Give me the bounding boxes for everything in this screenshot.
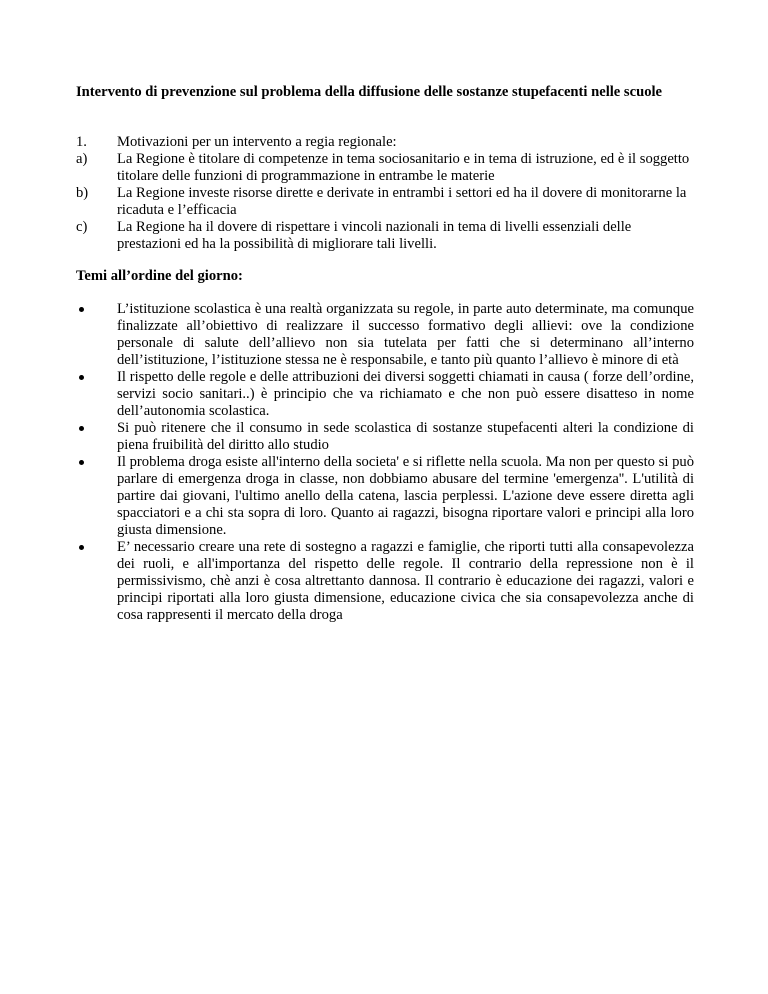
agenda-topic-text: L’istituzione scolastica è una realtà organizzata su regole, in parte auto determinate, ma comunque finalizzate all’obiettivo di realizzare il successo formativo degli allievi: ove la condizione personale di salute dell’allievo non sia tutelata per fatti che si determinano all’interno dell’istituzione, l’istituzione stessa ne è responsabile, e tanto più quanto l’allievo è minore di età [117,301,694,368]
bullet-icon [79,307,84,312]
motivations-list [76,134,694,253]
agenda-topic-item [76,301,694,369]
document-title: Intervento di prevenzione sul problema della diffusione delle sostanze stupefacenti nelle scuole [76,84,663,100]
agenda-heading: Temi all’ordine del giorno: [76,268,243,284]
agenda-topic-item [76,539,694,624]
motivation-item [76,151,694,185]
motivation-item [76,185,694,219]
list-marker: a) [76,151,88,167]
agenda-topic-text: E’ necessario creare una rete di sostegno a ragazzi e famiglie, che riporti tutti alla consapevolezza dei ruoli, e all'importanza del rispetto delle regole. Il contrario della repressione non è il permissivismo, chè anzi è cosa altrettanto dannosa. Il contrario è educazione dei ragazzi, valori e principi riportati alla loro giusta dimensione, educazione civica che sia consapevolezza anche di cosa rappresenti il mercato della droga [117,539,694,623]
motivation-text: Motivazioni per un intervento a regia regionale: [117,134,397,150]
document-page [76,84,694,624]
list-marker: b) [76,185,89,201]
list-marker: 1. [76,134,87,150]
bullet-icon [79,545,84,550]
agenda-topic-text: Il rispetto delle regole e delle attribuzioni dei diversi soggetti chiamati in causa ( forze dell’ordine, servizi socio sanitari..) è principio che va richiamato e che non può essere disatteso in nome dell’autonomia scolastica. [117,369,694,419]
agenda-topics-list [76,301,694,624]
motivation-item [76,219,694,253]
agenda-topic-text: Il problema droga esiste all'interno della societa' e si riflette nella scuola. Ma non per questo si può parlare di emergenza droga in classe, non dobbiamo abusare del termine 'emergenza''. L'utilità di partire dai giovani, l'ultimo anello della catena, lascia perplessi. L'azione deve essere diretta agli spacciatori e a chi sta sopra di loro. Quanto ai ragazzi, bisogna riportare valori e principi alla loro giusta dimensione. [117,454,694,538]
bullet-icon [79,460,84,465]
agenda-topic-item [76,454,694,539]
motivation-text: La Regione è titolare di competenze in tema sociosanitario e in tema di istruzione, ed è il soggetto titolare delle funzioni di programmazione in entrambe le materie [117,151,690,184]
agenda-topic-item [76,369,694,420]
list-marker: c) [76,219,88,235]
agenda-topic-item [76,420,694,454]
motivation-text: La Regione ha il dovere di rispettare i vincoli nazionali in tema di livelli essenziali delle prestazioni ed ha la possibilità di migliorare tali livelli. [117,219,632,252]
bullet-icon [79,426,84,431]
motivation-text: La Regione investe risorse dirette e derivate in entrambi i settori ed ha il dovere di monitorarne la ricaduta e l’efficacia [117,185,687,218]
motivation-item [76,134,694,151]
agenda-topic-text: Si può ritenere che il consumo in sede scolastica di sostanze stupefacenti alteri la condizione di piena fruibilità del diritto allo studio [117,420,694,453]
bullet-icon [79,375,84,380]
